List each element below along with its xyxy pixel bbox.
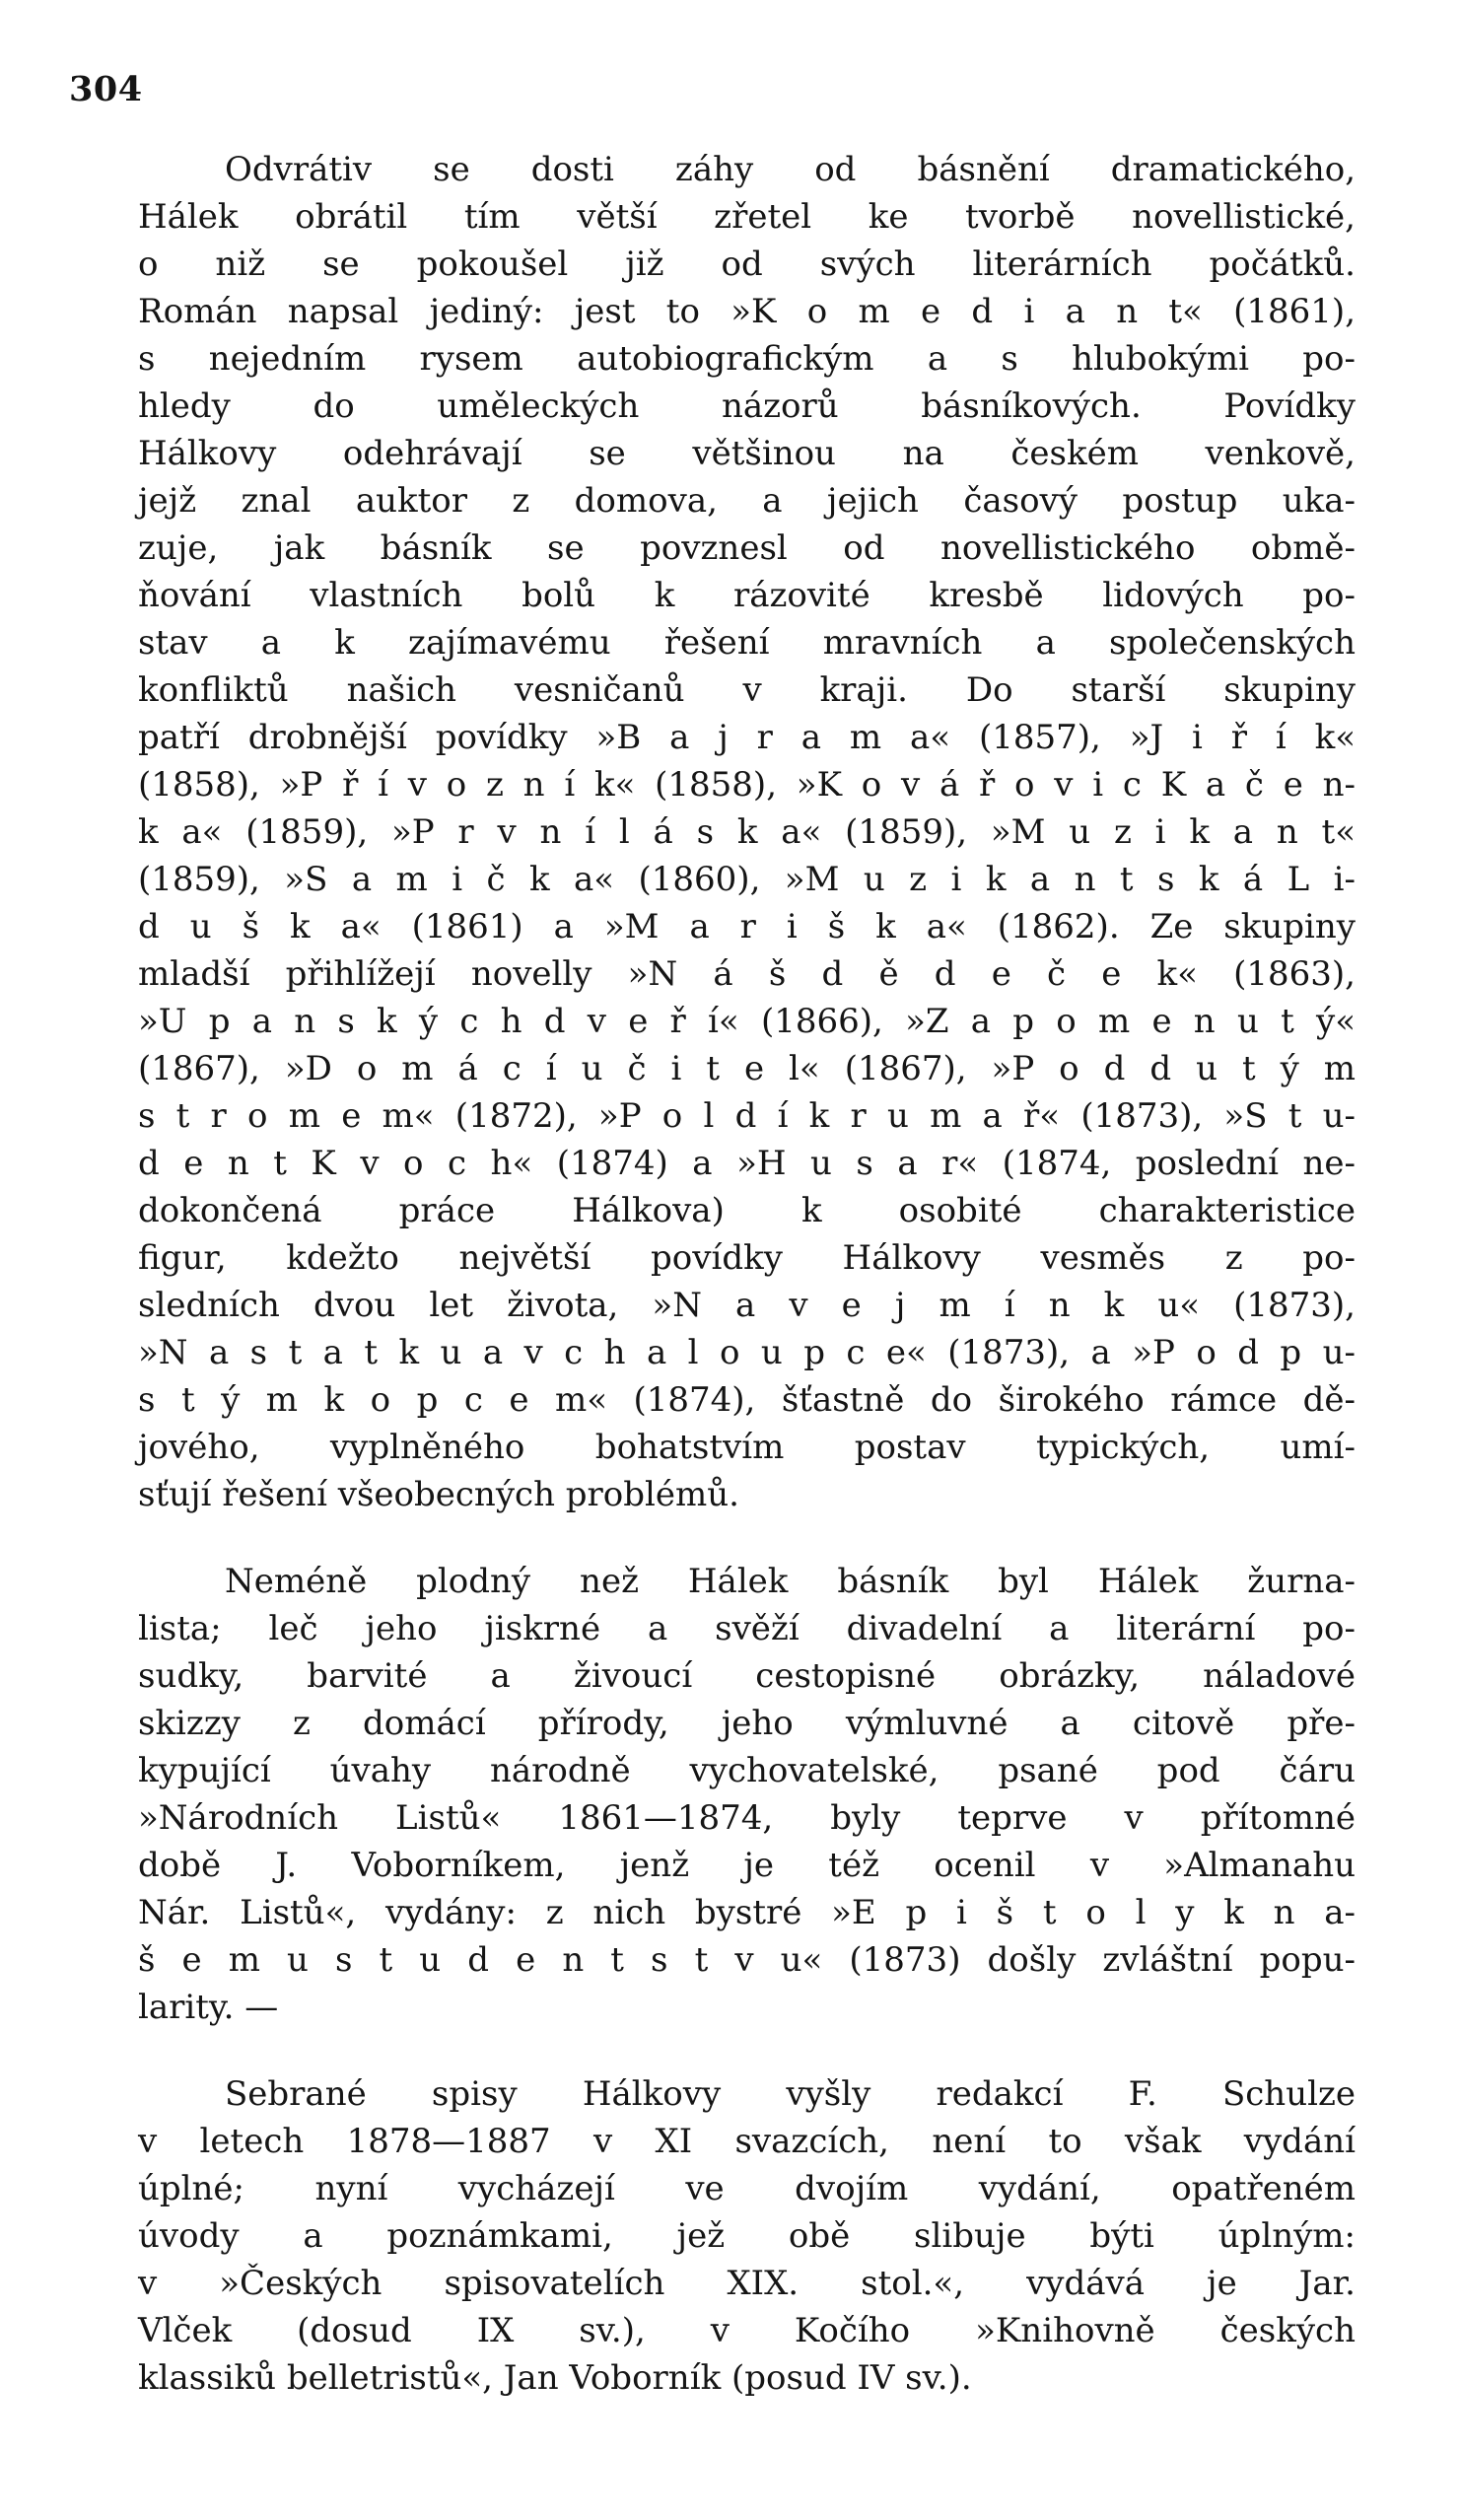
text-line: době J. Voborníkem, jenž je též ocenil v »Almanahu: [138, 1846, 1356, 1885]
text-line: sťují řešení všeobecných problémů.: [138, 1475, 739, 1514]
text-line: úplné; nyní vycházejí ve dvojím vydání, opatřeném: [138, 2169, 1356, 2208]
text-line: jového, vyplněného bohatstvím postav typických, umí-: [138, 1428, 1356, 1467]
text-line: konfliktů našich vesničanů v kraji. Do starší skupiny: [138, 670, 1356, 710]
text-line: hledy do uměleckých názorů básníkových. Povídky: [138, 386, 1356, 426]
text-line: d e n t K v o c h« (1874) a »H u s a r« (1874, poslední ne-: [138, 1144, 1356, 1183]
text-line: o niž se pokoušel již od svých literárních počátků.: [138, 245, 1356, 284]
text-line: Vlček (dosud IX sv.), v Kočího »Knihovně českých: [138, 2311, 1356, 2350]
text-line: kypující úvahy národně vychovatelské, psané pod čáru: [138, 1751, 1356, 1790]
text-line: klassiků belletristů«, Jan Voborník (posud IV sv.).: [138, 2358, 972, 2398]
text-line: lista; leč jeho jiskrné a svěží divadelní a literární po-: [138, 1609, 1356, 1648]
text-line: (1859), »S a m i č k a« (1860), »M u z i k a n t s k á L i-: [138, 860, 1356, 899]
text-line: stav a k zajímavému řešení mravních a společenských: [138, 623, 1356, 663]
text-line: zuje, jak básník se povznesl od novellistického obmě-: [138, 528, 1356, 568]
text-line: figur, kdežto největší povídky Hálkovy vesměs z po-: [138, 1238, 1356, 1278]
text-line: v »Českých spisovatelích XIX. stol.«, vydává je Jar.: [138, 2264, 1356, 2303]
text-line: patří drobnější povídky »B a j r a m a« (1857), »J i ř í k«: [138, 718, 1356, 757]
text-line: dokončená práce Hálkova) k osobité charakteristice: [138, 1191, 1356, 1230]
text-line: Sebrané spisy Hálkovy vyšly redakcí F. Schulze: [225, 2074, 1356, 2114]
paragraph: [138, 1558, 1356, 2031]
page-number: 304: [69, 69, 143, 109]
text-line: jejž znal auktor z domova, a jejich časový postup uka-: [138, 481, 1356, 521]
text-line: Odvrátiv se dosti záhy od básnění dramatického,: [225, 150, 1356, 189]
text-line: Román napsal jediný: jest to »K o m e d i a n t« (1861),: [138, 292, 1356, 331]
text-line: š e m u s t u d e n t s t v u« (1873) došly zvláštní popu-: [138, 1940, 1356, 1980]
text-line: sudky, barvité a živoucí cestopisné obrázky, náladové: [138, 1656, 1356, 1696]
paragraph-spacer: [138, 2031, 1356, 2070]
text-line: úvody a poznámkami, jež obě slibuje býti úplným:: [138, 2216, 1356, 2256]
text-line: larity. —: [138, 1988, 279, 2027]
text-line: d u š k a« (1861) a »M a r i š k a« (1862). Ze skupiny: [138, 907, 1356, 946]
text-line: »U p a n s k ý c h d v e ř í« (1866), »Z a p o m e n u t ý«: [138, 1002, 1356, 1041]
text-line: Neméně plodný než Hálek básník byl Hálek žurna-: [225, 1562, 1356, 1601]
text-line: mladší přihlížejí novelly »N á š d ě d e č e k« (1863),: [138, 954, 1356, 994]
text-line: Nár. Listů«, vydány: z nich bystré »E p i š t o l y k n a-: [138, 1893, 1356, 1932]
text-line: Hálkovy odehrávají se většinou na českém venkově,: [138, 434, 1356, 473]
text-line: k a« (1859), »P r v n í l á s k a« (1859), »M u z i k a n t«: [138, 812, 1356, 852]
text-line: »Národních Listů« 1861—1874, byly teprve v přítomné: [138, 1798, 1356, 1838]
text-line: (1858), »P ř í v o z n í k« (1858), »K o v á ř o v i c K a č e n-: [138, 765, 1356, 805]
text-line: Hálek obrátil tím větší zřetel ke tvorbě novellistické,: [138, 197, 1356, 237]
text-line: s nejedním rysem autobiografickým a s hlubokými po-: [138, 339, 1356, 379]
paragraph: [138, 146, 1356, 1518]
text-line: s t r o m e m« (1872), »P o l d í k r u m a ř« (1873), »S t u-: [138, 1096, 1356, 1136]
body-text: [138, 146, 1356, 2402]
text-line: skizzy z domácí přírody, jeho výmluvné a citově pře-: [138, 1704, 1356, 1743]
text-line: v letech 1878—1887 v XI svazcích, není to však vydání: [138, 2122, 1356, 2161]
text-line: sledních dvou let života, »N a v e j m í n k u« (1873),: [138, 1286, 1356, 1325]
text-line: »N a s t a t k u a v c h a l o u p c e« (1873), a »P o d p u-: [138, 1333, 1356, 1372]
text-line: (1867), »D o m á c í u č i t e l« (1867), »P o d d u t ý m: [138, 1049, 1356, 1088]
paragraph-spacer: [138, 1518, 1356, 1558]
paragraph: [138, 2070, 1356, 2402]
text-line: s t ý m k o p c e m« (1874), šťastně do širokého rámce dě-: [138, 1380, 1356, 1420]
text-line: ňování vlastních bolů k rázovité kresbě lidových po-: [138, 576, 1356, 615]
